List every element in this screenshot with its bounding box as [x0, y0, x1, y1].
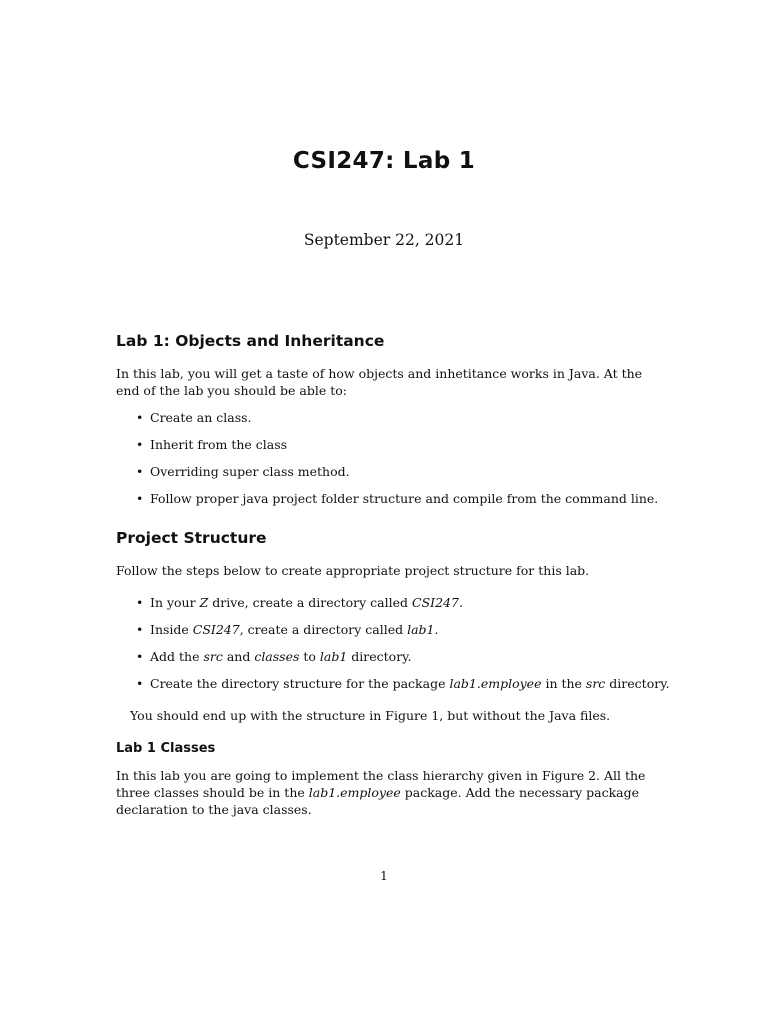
- list-item-text: Overriding super class method.: [150, 464, 350, 479]
- italic-run: lab1.employee: [449, 676, 542, 691]
- text-run: In this lab you are going to implement the class hierarchy given in Figure 2. All the three classes should be in the: [116, 768, 646, 800]
- text-run: and: [222, 649, 255, 664]
- section-heading-objects-inheritance: Lab 1: Objects and Inheritance: [116, 332, 385, 350]
- list-item: [116, 675, 676, 692]
- text-run: Add the: [150, 649, 204, 664]
- list-item-text: Create an class.: [150, 410, 252, 425]
- section2-list: [116, 594, 676, 692]
- italic-run: CSI247: [412, 595, 459, 610]
- list-item: [116, 436, 676, 453]
- text-run: Inside: [150, 622, 193, 637]
- section3-body: [116, 767, 656, 818]
- list-item: [116, 490, 676, 507]
- section-heading-project-structure: Project Structure: [116, 529, 267, 547]
- text-run: Create the directory structure for the package: [150, 676, 450, 691]
- text-run: , create a directory called: [239, 622, 408, 637]
- list-item-text: Inherit from the class: [150, 437, 288, 452]
- list-item: [116, 621, 676, 638]
- italic-run: Z: [199, 595, 209, 610]
- italic-run: CSI247: [192, 622, 240, 637]
- list-item: [116, 463, 676, 480]
- bullet-icon: •: [136, 437, 144, 452]
- text-run: drive, create a directory called: [208, 595, 413, 610]
- italic-run: lab1.employee: [308, 785, 401, 800]
- italic-run: lab1: [407, 622, 435, 637]
- italic-run: src: [203, 649, 223, 664]
- bullet-icon: •: [136, 622, 144, 637]
- text-run: in the: [541, 676, 586, 691]
- italic-run: lab1: [319, 649, 348, 664]
- bullet-icon: •: [136, 649, 144, 664]
- section2-intro: Follow the steps below to create appropriate project structure for this lab.: [116, 563, 590, 578]
- list-item: [116, 594, 676, 611]
- bullet-icon: •: [136, 410, 144, 425]
- list-item: [116, 648, 676, 665]
- italic-run: src: [585, 676, 606, 691]
- text-run: to: [299, 649, 320, 664]
- bullet-icon: •: [136, 464, 144, 479]
- section1-list: [116, 409, 676, 507]
- bullet-icon: •: [136, 595, 144, 610]
- bullet-icon: •: [136, 676, 144, 691]
- section1-intro: In this lab, you will get a taste of how objects and inhetitance works in Java. At the end of the lab you should be able to:: [116, 366, 643, 398]
- section2-outro: You should end up with the structure in Figure 1, but without the Java files.: [130, 708, 611, 723]
- list-item: [116, 409, 676, 426]
- document-title: CSI247: Lab 1: [292, 148, 476, 174]
- text-run: directory.: [605, 676, 670, 691]
- subsection-heading-lab1-classes: Lab 1 Classes: [116, 741, 216, 756]
- page-number: 1: [380, 869, 388, 883]
- text-run: .: [458, 595, 463, 610]
- text-run: In your: [150, 595, 200, 610]
- list-item-text: Follow proper java project folder structure and compile from the command line.: [150, 491, 659, 506]
- italic-run: classes: [254, 649, 300, 664]
- document-date: September 22, 2021: [303, 231, 465, 249]
- bullet-icon: •: [136, 491, 144, 506]
- text-run: directory.: [347, 649, 412, 664]
- text-run: .: [434, 622, 439, 637]
- text-run: package. Add the necessary package declaration to the java classes.: [116, 785, 640, 817]
